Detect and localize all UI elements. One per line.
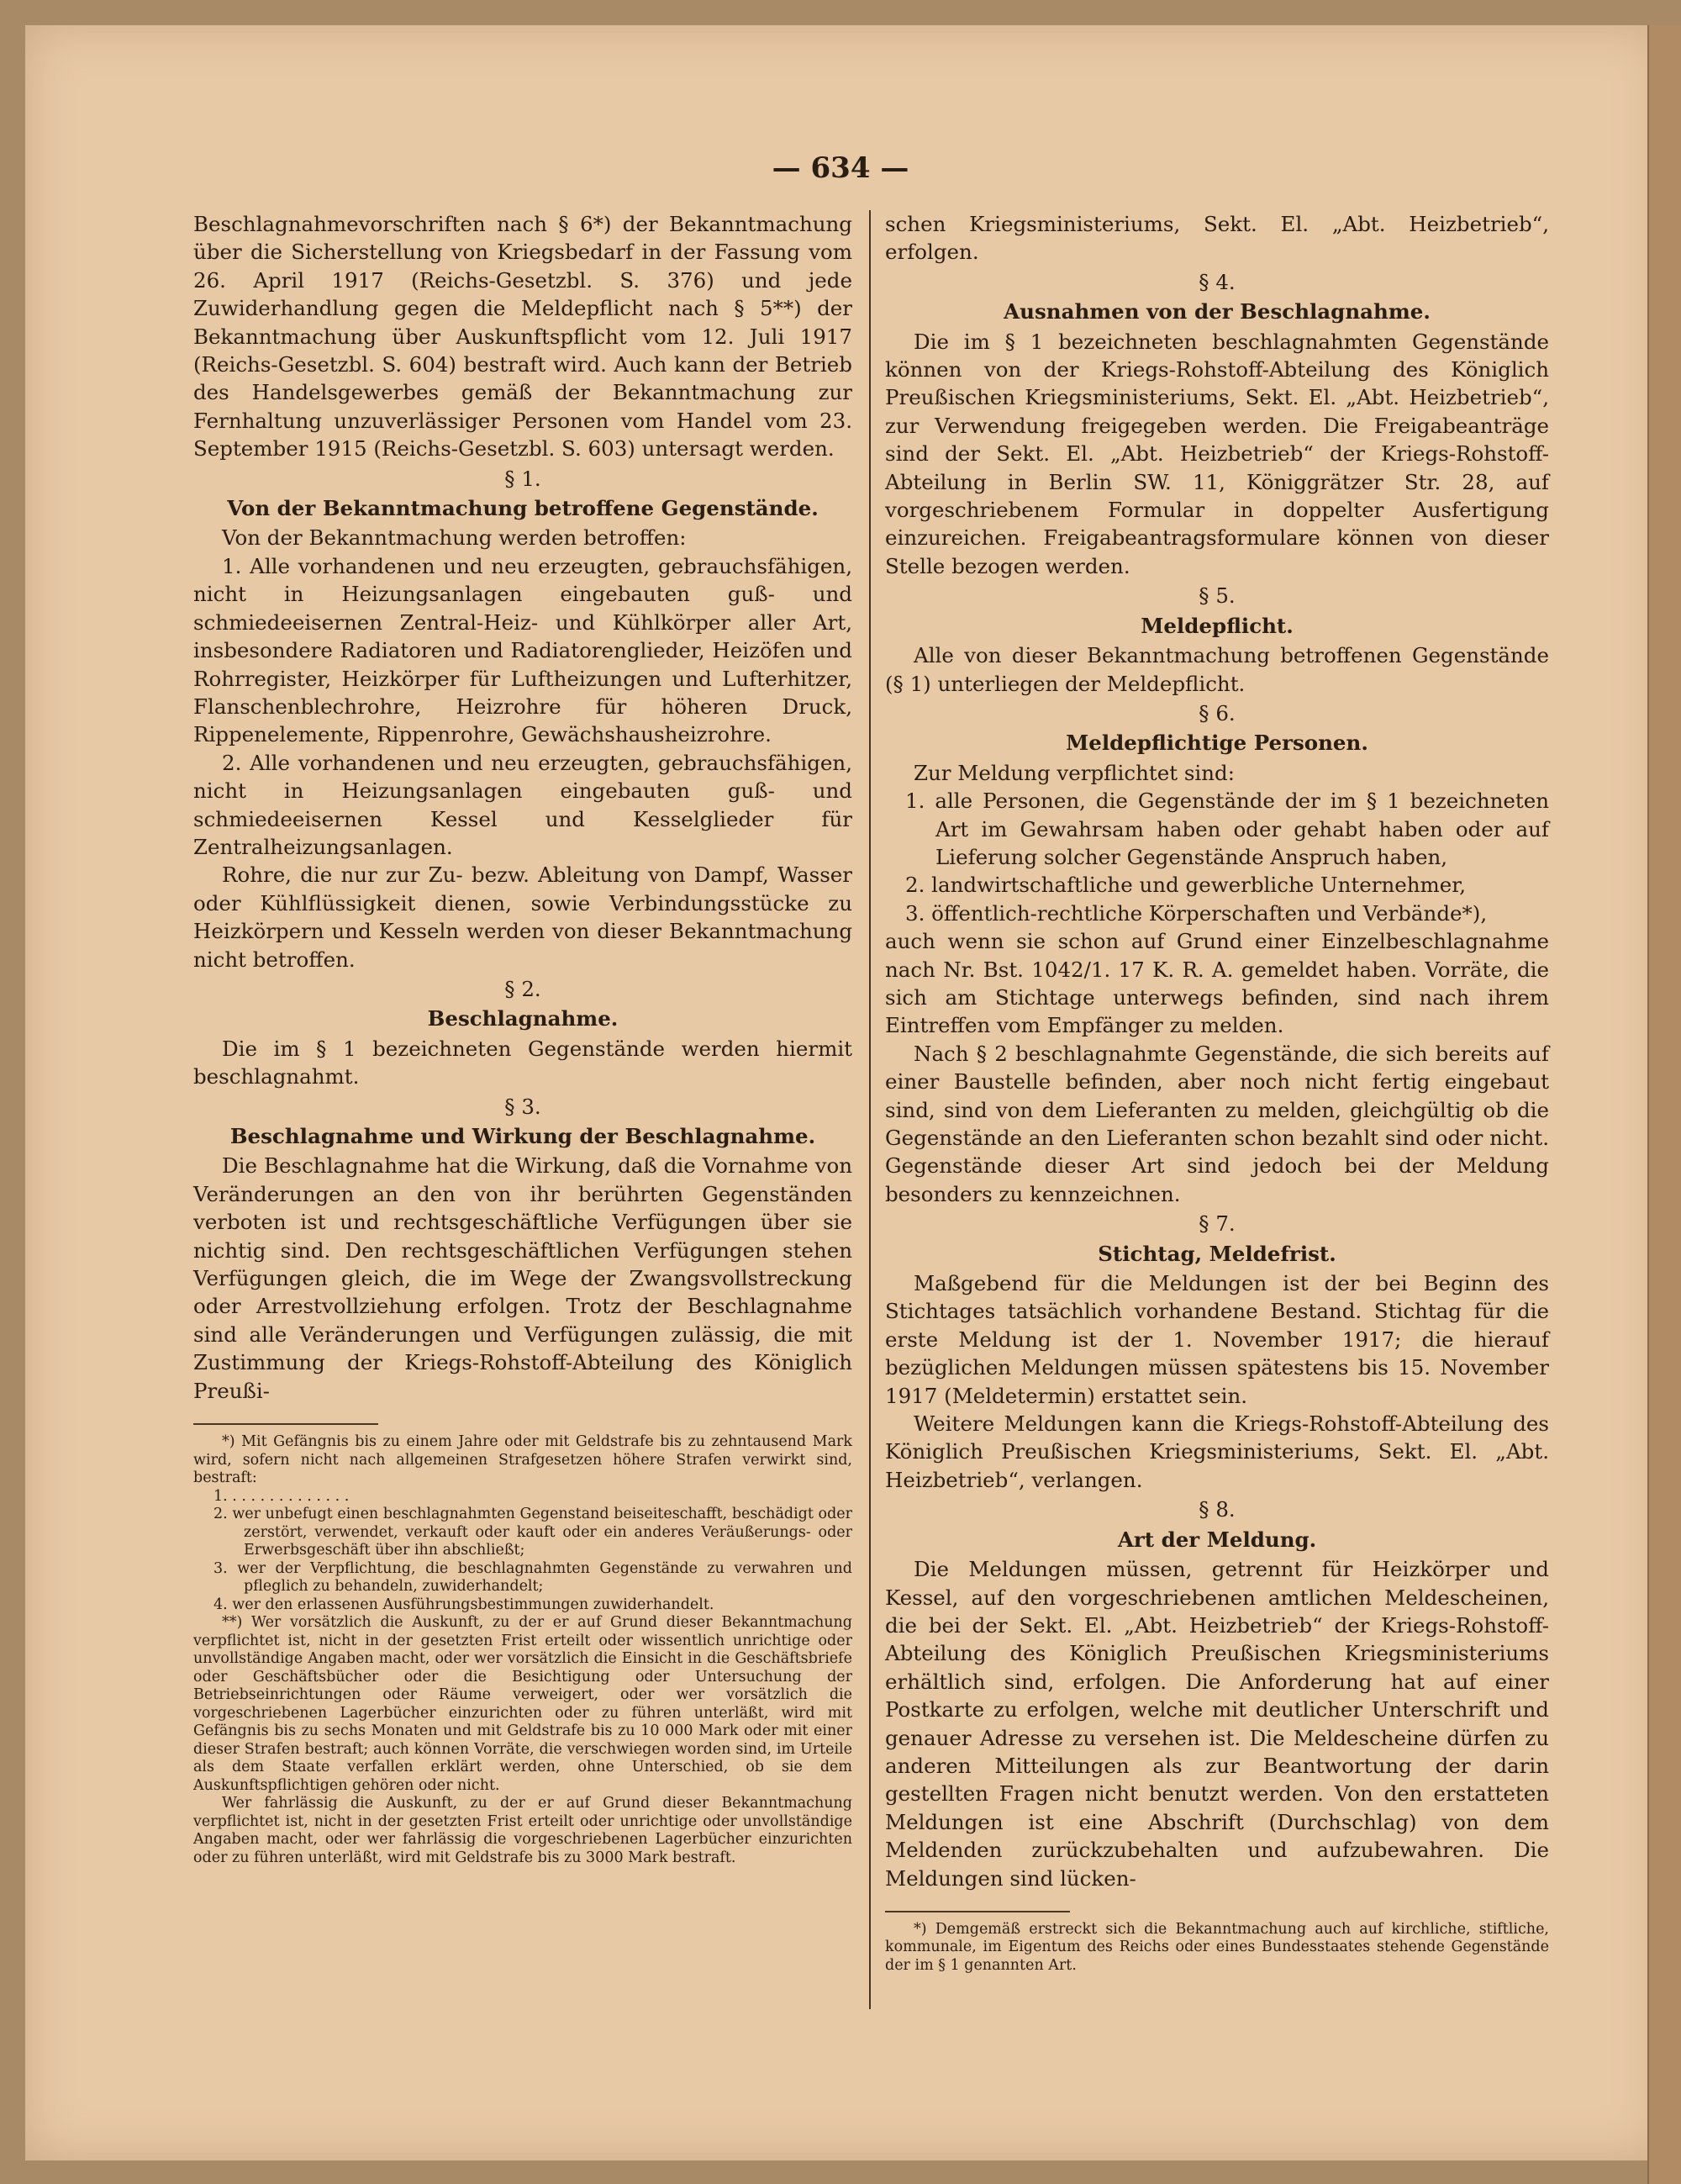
footnote-1-item-1: 1. . . . . . . . . . . . . . (213, 1487, 350, 1505)
section-7-text-2: Weitere Meldungen kann die Kriegs-Rohstoff-Abteilung des Königlich Preußischen Kriegsministeriums, Sekt. El. „Abt. Heizbetrieb“, verlangen. (885, 1411, 1549, 1492)
section-6-title: Meldepflichtige Personen. (1066, 731, 1368, 756)
continuation-text: schen Kriegsministeriums, Sekt. El. „Abt. Heizbetrieb“, erfolgen. (885, 212, 1549, 265)
footnote-2-paragraph-a: **) Wer vorsätzlich die Auskunft, zu der er auf Grund dieser Bekanntmachung verpflichtet ist, nicht in der gesetzten Frist erteilt oder wissentlich unrichtige oder unvollständige Angaben macht, oder wer vorsätzlich die Einsicht in die Geschäftsbriefe oder Geschäftsbücher oder die Besichtigung oder Untersuchung der Betriebseinrichtungen oder Räume verweigert, oder wer vorsätzlich die vorgeschriebenen Lagerbücher einzurichten oder zu führen unterläßt, wird mit Gefängnis bis zu sechs Monaten und mit Geldstrafe bis zu 10 000 Mark oder mit einer dieser Strafen bestraft; auch können Vorräte, die verschwiegen worden sind, im Urteile als dem Staate verfallen erklärt werden, ohne Unterschied, ob sie dem Auskunftspflichtigen gehören oder nicht. (193, 1614, 852, 1794)
footnote-1-item-4: 4. wer den erlassenen Ausführungsbestimmungen zuwiderhandelt. (213, 1596, 714, 1613)
section-4-number: § 4. (1199, 269, 1236, 294)
section-3-title: Beschlagnahme und Wirkung der Beschlagnahme. (229, 1124, 816, 1148)
footnote-1-item-3: 3. wer der Verpflichtung, die beschlagnahmten Gegenstände zu verwahren und pfleglich zu behandeln, zuwiderhandelt; (213, 1559, 852, 1596)
book-edge (1647, 25, 1681, 2184)
section-1-note: Rohre, die nur zur Zu- bezw. Ableitung von Dampf, Wasser oder Kühlflüssigkeit dienen, sowie Verbindungsstücke zu Heizkörpern und Kesseln werden von dieser Bekanntmachung nicht betroffen. (193, 863, 852, 972)
section-4-title: Ausnahmen von der Beschlagnahme. (1004, 299, 1431, 324)
footnote-1-intro: *) Mit Gefängnis bis zu einem Jahre oder mit Geldstrafe bis zu zehntausend Mark wird, sofern nicht nach allgemeinen Strafgesetzen höhere Strafen verwirkt sind, bestraft: (193, 1433, 852, 1487)
section-7-text-1: Maßgebend für die Meldungen ist der bei Beginn des Stichtages tatsächlich vorhandene Bestand. Stichtag für die erste Meldung ist der 1. November 1917; die hierauf bezüglichen Meldungen müssen spätestens bis 15. November 1917 (Meldetermin) erstattet sein. (885, 1271, 1549, 1408)
section-6-item-1: 1. alle Personen, die Gegenstände der im § 1 bezeichneten Art im Gewahrsam haben oder gehabt haben oder auf Lieferung solcher Gegenstände Anspruch haben, (905, 789, 1549, 869)
footnote-1-item-2: 2. wer unbefugt einen beschlagnahmten Gegenstand beiseiteschafft, beschädigt oder zerstört, verwendet, verkauft oder kauft oder ein anderes Veräußerungs- oder Erwerbsgeschäft über ihn abschließt; (213, 1506, 852, 1559)
section-8-text: Die Meldungen müssen, getrennt für Heizkörper und Kessel, auf den vorgeschriebenen amtlichen Meldescheinen, die bei der Sekt. El. „Abt. Heizbetrieb“ der Kriegs-Rohstoff-Abteilung des Königlich Preußischen Kriegsministeriums erhältlich sind, erfolgen. Die Anforderung hat auf einer Postkarte zu erfolgen, welche mit deutlicher Unterschrift und genauer Adresse zu versehen ist. Die Meldescheine dürfen zu anderen Mitteilungen als zur Beantwortung der darin gestellten Fragen nicht benutzt werden. Von den erstatteten Meldungen ist eine Abschrift (Durchschlag) von dem Meldenden zurückzubehalten und aufzubewahren. Die Meldungen sind lücken- (885, 1557, 1549, 1891)
section-1-lead: Von der Bekanntmachung werden betroffen: (222, 525, 687, 551)
section-6-after-list: auch wenn sie schon auf Grund einer Einzelbeschlagnahme nach Nr. Bst. 1042/1. 17 K. R. A. gemeldet haben. Vorräte, die sich am Stichtage unterwegs befinden, sind nach ihrem Eintreffen vom Empfänger zu melden. (885, 929, 1549, 1038)
intro-paragraph: Beschlagnahmevorschriften nach § 6*) der Bekanntmachung über die Sicherstellung von Kriegsbedarf in der Fassung vom 26. April 1917 (Reichs-Gesetzbl. S. 376) und jede Zuwiderhandlung gegen die Meldepflicht nach § 5**) der Bekanntmachung über Auskunftspflicht vom 12. Juli 1917 (Reichs-Gesetzbl. S. 604) bestraft wird. Auch kann der Betrieb des Handelsgewerbes gemäß der Bekanntmachung zur Fernhaltung unzuverlässiger Personen vom Handel vom 23. September 1915 (Reichs-Gesetzbl. S. 603) untersagt werden. (193, 212, 852, 462)
section-7-number: § 7. (1199, 1211, 1236, 1237)
section-3-text: Die Beschlagnahme hat die Wirkung, daß die Vornahme von Veränderungen an den von ihr berührten Gegenständen verboten ist und rechtsgeschäftliche Verfügungen über sie nichtig sind. Den rechtsgeschäftlichen Verfügungen stehen Verfügungen gleich, die im Wege der Zwangsvollstreckung oder Arrestvollziehung erfolgen. Trotz der Beschlagnahme sind alle Veränderungen und Verfügungen zulässig, die mit Zustimmung der Kriegs-Rohstoff-Abteilung des Königlich Preußi- (193, 1153, 852, 1403)
section-2-number: § 2. (504, 976, 541, 1001)
section-1-item-1: 1. Alle vorhandenen und neu erzeugten, gebrauchsfähigen, nicht in Heizungsanlagen eingebauten guß- und schmiedeeisernen Zentral-Heiz- und Kühlkörper aller Art, insbesondere Radiatoren und Radiatorenglieder, Heizöfen und Rohrregister, Heizkörper für Luftheizungen und Lufterhitzer, Flanschenblechrohre, Heizrohre für höheren Druck, Rippenelemente, Rippenrohre, Gewächshausheizrohre. (193, 553, 852, 747)
footnote-right: *) Demgemäß erstreckt sich die Bekanntmachung auch auf kirchliche, stiftliche, kommunale, im Eigentum des Reichs oder eines Bundesstaates stehende Gegenstände der im § 1 genannten Art. (885, 1920, 1549, 1974)
page-number: — 634 — (772, 151, 909, 185)
left-column (193, 210, 852, 1867)
section-8-number: § 8. (1199, 1497, 1236, 1522)
section-1-number: § 1. (504, 466, 541, 491)
section-5-number: § 5. (1199, 583, 1236, 609)
footnote-2-paragraph-b: Wer fahrlässig die Auskunft, zu der er auf Grund dieser Bekanntmachung verpflichtet ist, nicht in der gesetzten Frist erteilt oder unrichtige oder unvollständige Angaben macht, oder wer fahrlässig die vorgeschriebenen Lagerbücher einzurichten oder zu führen unterläßt, wird mit Geldstrafe bis zu 3000 Mark bestraft. (193, 1795, 852, 1866)
footnote-rule (193, 1423, 378, 1425)
section-6-text-2: Nach § 2 beschlagnahmte Gegenstände, die sich bereits auf einer Baustelle befinden, aber noch nicht fertig eingebaut sind, sind von dem Lieferanten zu melden, gleichgültig ob die Gegenstände an den Lieferanten schon bezahlt sind oder nicht. Gegenstände dieser Art sind jedoch bei der Meldung besonders zu kennzeichnen. (885, 1041, 1549, 1206)
footnote-rule-right (885, 1911, 1070, 1912)
footnotes-left (193, 1433, 852, 1867)
section-1-title: Von der Bekanntmachung betroffene Gegenstände. (227, 496, 819, 521)
section-5-title: Meldepflicht. (1141, 613, 1294, 638)
section-4-text: Die im § 1 bezeichneten beschlagnahmten Gegenstände können von der Kriegs-Rohstoff-Abteilung des Königlich Preußischen Kriegsministeriums, Sekt. El. „Abt. Heizbetrieb“, zur Verwendung freigegeben werden. Die Freigabeanträge sind der Sekt. El. „Abt. Heizbetrieb“ der Kriegs-Rohstoff-Abteilung in Berlin SW. 11, Königgrätzer Str. 28, auf vorgeschriebenem Formular in doppelter Ausfertigung einzureichen. Freigabeantragsformulare können von dieser Stelle bezogen werden. (885, 329, 1549, 578)
section-6-lead: Zur Meldung verpflichtet sind: (914, 760, 1235, 785)
section-2-title: Beschlagnahme. (427, 1006, 619, 1031)
column-divider (869, 210, 871, 2009)
section-6-number: § 6. (1199, 700, 1236, 725)
section-3-number: § 3. (504, 1094, 541, 1119)
section-2-text: Die im § 1 bezeichneten Gegenstände werden hiermit beschlagnahmt. (193, 1036, 852, 1089)
section-1-item-2: 2. Alle vorhandenen und neu erzeugten, gebrauchsfähigen, nicht in Heizungsanlagen eingebauten guß- und schmiedeeisernen Kessel und Kesselglieder für Zentralheizungsanlagen. (193, 750, 852, 859)
section-7-title: Stichtag, Meldefrist. (1098, 1241, 1336, 1266)
section-5-text: Alle von dieser Bekanntmachung betroffenen Gegenstände (§ 1) unterliegen der Meldepflicht. (885, 643, 1549, 696)
right-column (885, 210, 1549, 1975)
section-8-title: Art der Meldung. (1117, 1527, 1317, 1552)
section-6-item-2: 2. landwirtschaftliche und gewerbliche Unternehmer, (905, 873, 1467, 898)
section-6-item-3: 3. öffentlich-rechtliche Körperschaften und Verbände*), (905, 900, 1488, 926)
footnotes-right (885, 1921, 1549, 1976)
